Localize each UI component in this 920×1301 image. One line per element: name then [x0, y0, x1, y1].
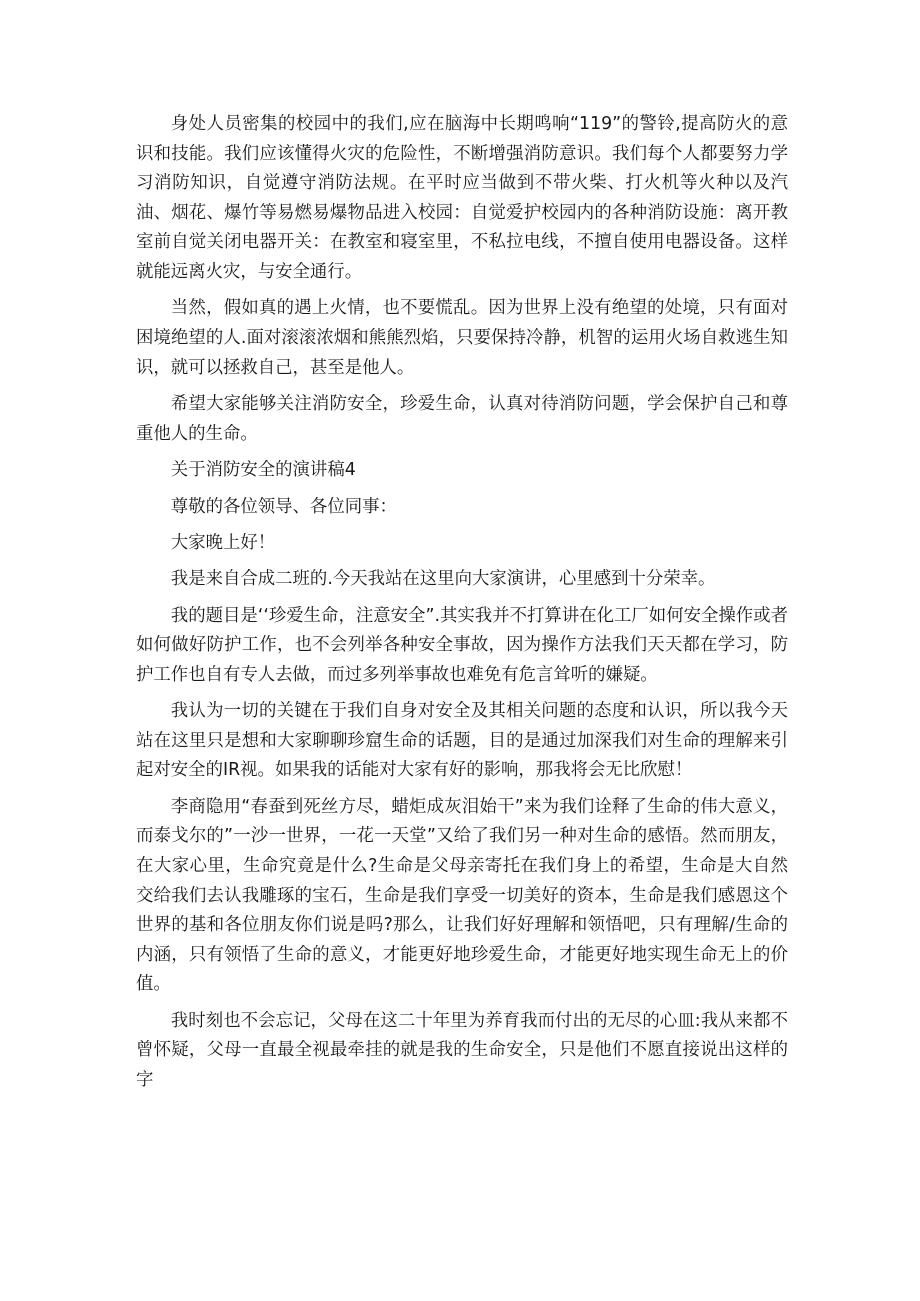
paragraph-fire-awareness: 身处人员密集的校园中的我们,应在脑海中长期鸣响“119”的警铃,提高防火的意识和技能。我们应该懂得火灾的危险性，不断增强消防意识。我们每个人都要努力学习消防知识，自觉遵守消防法规。在平时应当做到不带火柴、打火机等火种以及汽油、烟花、爆竹等易燃易爆物品进入校园：自觉爱护校园内的各种消防设施：离开教室前自觉关闭电器开关：在教室和寝室里，不私拉电线，不擅自使用电器设备。这样就能远离火灾，与安全通行。 — [136, 114, 788, 282]
paragraph-key-attitude: 我认为一切的关键在于我们自身对安全及其相关问题的态度和认识，所以我今天站在这里只是想和大家聊聊珍窟生命的话题，目的是通过加深我们对生命的理解来引起对安全的IR视。如果我的话能对大家有好的影响，那我将会无比欣慰！ — [136, 701, 788, 781]
greeting: 大家晚上好！ — [170, 532, 276, 553]
speech-title: 关于消防安全的演讲稿4 — [170, 459, 356, 480]
paragraph-meaning-of-life: 李商隐用“春蚕到死丝方尽，蜡炬成灰泪始干”来为我们诠释了生命的伟大意义，而泰戈尔的”一沙一世界，一花一天堂”又给了我们另一种对生命的感悟。然而朋友，在大家心里，生命究竟是什么?生命是父母亲寄托在我们身上的希望，生命是大自然交给我们去认我雕琢的宝石，生命是我们享受一切美好的资本，生命是我们感恩这个世界的基和各位朋友你们说是吗?那么，让我们好好理解和领悟吧，只有理解/生命的内涵，只有领悟了生命的意义，才能更好地珍爱生命，才能更好地实现生命无上的价值。 — [136, 796, 788, 995]
paragraph-topic: 我的题目是‘‘珍爱生命，注意安全”.其实我并不打算讲在化工厂如何安全操作或者如何做好防护工作，也不会列举各种安全事故，因为操作方法我们天天都在学习，防护工作也自有专人去做，而过多列举事故也难免有危言耸听的嫌疑。 — [136, 605, 788, 685]
paragraph-stay-calm: 当然，假如真的遇上火情，也不要慌乱。因为世界上没有绝望的处境，只有面对困境绝望的人.面对滚滚浓烟和熊熊烈焰，只要保持冷静，机智的运用火场自救逃生知识，就可以拯救自己，甚至是他人。 — [136, 298, 788, 378]
salutation: 尊敬的各位领导、各位同事： — [170, 496, 397, 517]
paragraph-introduction: 我是来自合成二班的.今天我站在这里向大家演讲，心里感到十分荣幸。 — [170, 569, 716, 590]
paragraph-hope: 希望大家能够关注消防安全，珍爱生命，认真对待消防问题，学会保护自己和尊重他人的生命。 — [136, 393, 788, 444]
document-body — [136, 110, 788, 1102]
paragraph-parents: 我时刻也不会忘记，父母在这二十年里为养育我而付出的无尽的心皿:我从来都不曾怀疑，父母一直最全视最牵挂的就是我的生命安全，只是他们不愿直接说出这样的字 — [136, 1010, 788, 1090]
